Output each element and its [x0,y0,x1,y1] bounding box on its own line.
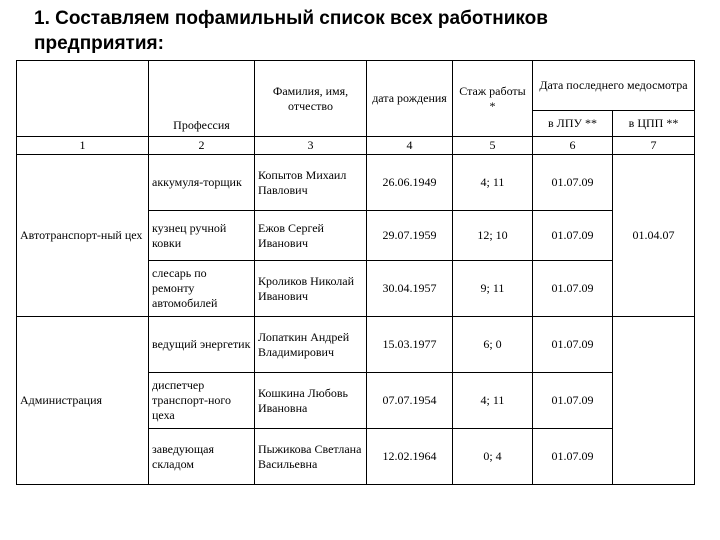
lpu-date-cell: 01.07.09 [533,429,613,485]
header-birth-date: дата рождения [367,61,453,137]
experience-cell: 6; 0 [453,317,533,373]
profession-cell: диспетчер транспорт-ного цеха [149,373,255,429]
profession-cell: ведущий энергетик [149,317,255,373]
birth-date-cell: 15.03.1977 [367,317,453,373]
header-last-exam: Дата последнего медосмотра [533,61,695,111]
lpu-date-cell: 01.07.09 [533,155,613,211]
name-cell: Кошкина Любовь Ивановна [255,373,367,429]
lpu-date-cell: 01.07.09 [533,373,613,429]
column-number: 2 [149,137,255,155]
column-number: 4 [367,137,453,155]
profession-cell: слесарь по ремонту автомобилей [149,261,255,317]
birth-date-cell: 30.04.1957 [367,261,453,317]
table-row [17,155,695,211]
column-number: 6 [533,137,613,155]
profession-cell: кузнец ручной ковки [149,211,255,261]
header-experience: Стаж работы * [453,61,533,137]
name-cell: Кроликов Николай Иванович [255,261,367,317]
experience-cell: 12; 10 [453,211,533,261]
department-cell: Автотранспорт-ный цех [17,155,149,317]
birth-date-cell: 26.06.1949 [367,155,453,211]
profession-cell: заведующая складом [149,429,255,485]
name-cell: Копытов Михаил Павлович [255,155,367,211]
profession-cell: аккумуля-торщик [149,155,255,211]
heading-line-2: предприятия: [34,33,164,54]
cpp-date-cell [613,317,695,485]
header-profession: Профессия [149,61,255,137]
name-cell: Лопаткин Андрей Владимирович [255,317,367,373]
experience-cell: 0; 4 [453,429,533,485]
header-department [17,61,149,137]
department-cell: Администрация [17,317,149,485]
birth-date-cell: 07.07.1954 [367,373,453,429]
column-number: 3 [255,137,367,155]
column-number: 7 [613,137,695,155]
experience-cell: 4; 11 [453,155,533,211]
birth-date-cell: 29.07.1959 [367,211,453,261]
experience-cell: 4; 11 [453,373,533,429]
name-cell: Ежов Сергей Иванович [255,211,367,261]
column-number: 1 [17,137,149,155]
table-row [17,317,695,373]
employee-table [16,60,695,485]
page-heading [34,6,674,56]
heading-line-1: 1. Составляем пофамильный список всех работников [34,8,548,29]
column-number: 5 [453,137,533,155]
cpp-date-cell: 01.04.07 [613,155,695,317]
header-row-1 [17,61,695,111]
experience-cell: 9; 11 [453,261,533,317]
header-lpu: в ЛПУ ** [533,111,613,137]
name-cell: Пыжикова Светлана Васильевна [255,429,367,485]
column-number-row [17,137,695,155]
lpu-date-cell: 01.07.09 [533,211,613,261]
header-cpp: в ЦПП ** [613,111,695,137]
header-name: Фамилия, имя, отчество [255,61,367,137]
birth-date-cell: 12.02.1964 [367,429,453,485]
lpu-date-cell: 01.07.09 [533,261,613,317]
lpu-date-cell: 01.07.09 [533,317,613,373]
